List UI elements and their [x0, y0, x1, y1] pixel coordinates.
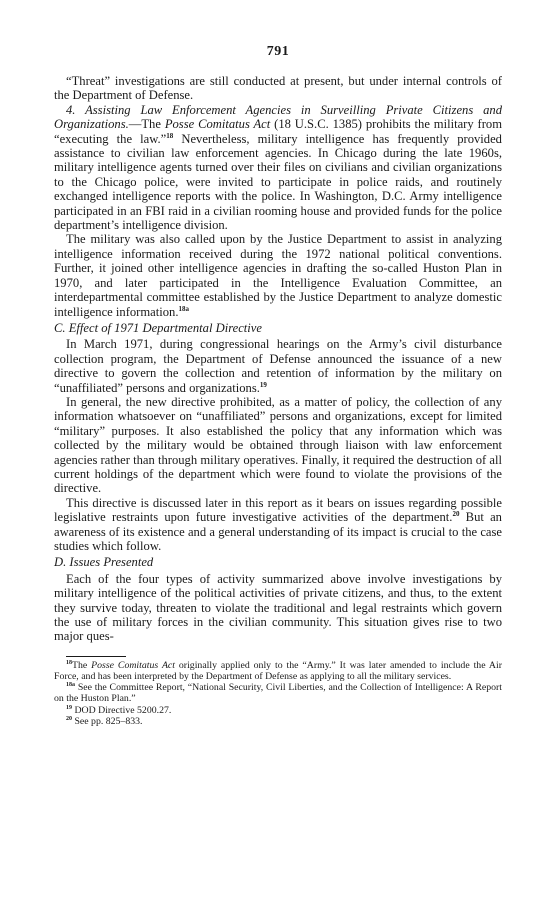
- paragraph-law-enforcement-assistance: [54, 103, 502, 233]
- text-segment: This directive is discussed later in this report as it bears on issues regarding possible legislative restraints upon future investigative activities of the department.: [54, 495, 502, 525]
- footnote-divider: [66, 656, 126, 657]
- paragraph-march-1971: [54, 337, 502, 395]
- paragraph-justice-department: [54, 232, 502, 318]
- footnote-ref-20: 20: [452, 510, 460, 519]
- footnote-18a: [54, 682, 502, 704]
- text-segment: The military was also called upon by the Justice Department to assist in analyzing intelligence information received during the 1972 national political conventions. Further, it joined other intelligence agencies in drafting the so-called Huston Plan in 1970, and later participated in the Intelligence Evaluation Committee, an interdepartmental committee established by the Justice Department to analyze domestic intelligence information.: [54, 232, 502, 319]
- document-page: [54, 44, 502, 727]
- section-heading-d: D. Issues Presented: [54, 555, 154, 570]
- paragraph-directive-discussed: [54, 496, 502, 554]
- footnote-19: [54, 705, 502, 716]
- text-segment: The: [72, 659, 92, 671]
- text-segment: See the Committee Report, “National Security, Civil Liberties, and the Collection of Intelligence: A Report on the Huston Plan.”: [54, 682, 502, 705]
- text-segment: See pp. 825–833.: [74, 715, 143, 727]
- footnote-number: 18: [66, 659, 72, 666]
- text-segment: But an awareness of its existence and a general understanding of its impact is crucial to the case studies which follow.: [54, 510, 502, 553]
- section-heading-c: C. Effect of 1971 Departmental Directive: [54, 320, 262, 335]
- paragraph-new-directive: In general, the new directive prohibited, as a matter of policy, the collection of any information whatsoever on “unaffiliated” persons and organizations, except for limited “military” purposes. It also established the policy that any information which was collected by the military would be obtained through liaison with law enforcement agencies rather than through military operatives. Finally, it required the destruction of all current holdings of the department which were found to violate the provisions of the directive.: [54, 394, 502, 496]
- footnote-number: 20: [66, 715, 72, 722]
- text-segment: Nevertheless, military intelligence has frequently provided assistance to civilian law enforcement agencies. In Chicago during the late 1960s, military intelligence agents turned over their files on civilians and civilian organizations to the Chicago police, were invited to participate in police raids, and routinely exchanged intelligence reports with the police. In Washington, D.C. Army intelligence participated in an FBI raid in a civilian rooming house and provided funds for the police department’s intelligence division.: [54, 131, 502, 233]
- text-segment: (18 U.S.C. 1385) prohibits the military from “executing the law.”: [54, 117, 503, 146]
- footnote-ref-18: 18: [166, 131, 174, 140]
- text-segment: —The: [128, 117, 165, 132]
- text-segment: In March 1971, during congressional hearings on the Army’s civil disturbance collection program, the Department of Defense announced the issuance of a new directive to govern the collection and retention of information by the military on “unaffiliated” persons and organizations.: [54, 337, 502, 395]
- footnote-20: [54, 716, 502, 727]
- text-segment: originally applied only to the “Army.” It was later amended to include the Air Force, and has been interpreted by the Department of Defense as applying to all the military services.: [54, 659, 502, 683]
- footnote-number: 18a: [66, 682, 75, 689]
- footnote-ref-19: 19: [259, 380, 267, 389]
- act-name: Posse Comitatus Act: [164, 117, 271, 132]
- paragraph-threat-investigations: “Threat” investigations are still conducted at present, but under internal controls of the Department of Defense.: [54, 74, 502, 103]
- text-segment: DOD Directive 5200.27.: [74, 704, 172, 716]
- section-heading-4: 4. Assisting Law Enforcement Agencies in Surveilling Private Citizens and Organizations.: [54, 102, 502, 132]
- act-name: Posse Comitatus Act: [91, 659, 175, 671]
- paragraph-issues-presented: Each of the four types of activity summarized above involve investigations by military intelligence of the political activities of private citizens, and thus, to the extent they survive today, threaten to violate the traditional and legal restraints which govern the use of military forces in the civilian community. This situation gives rise to two major ques-: [54, 571, 502, 644]
- page-number: 791: [266, 44, 290, 59]
- footnote-number: 19: [66, 704, 72, 711]
- footnote-18: [54, 660, 502, 682]
- footnote-ref-18a: 18a: [178, 304, 189, 313]
